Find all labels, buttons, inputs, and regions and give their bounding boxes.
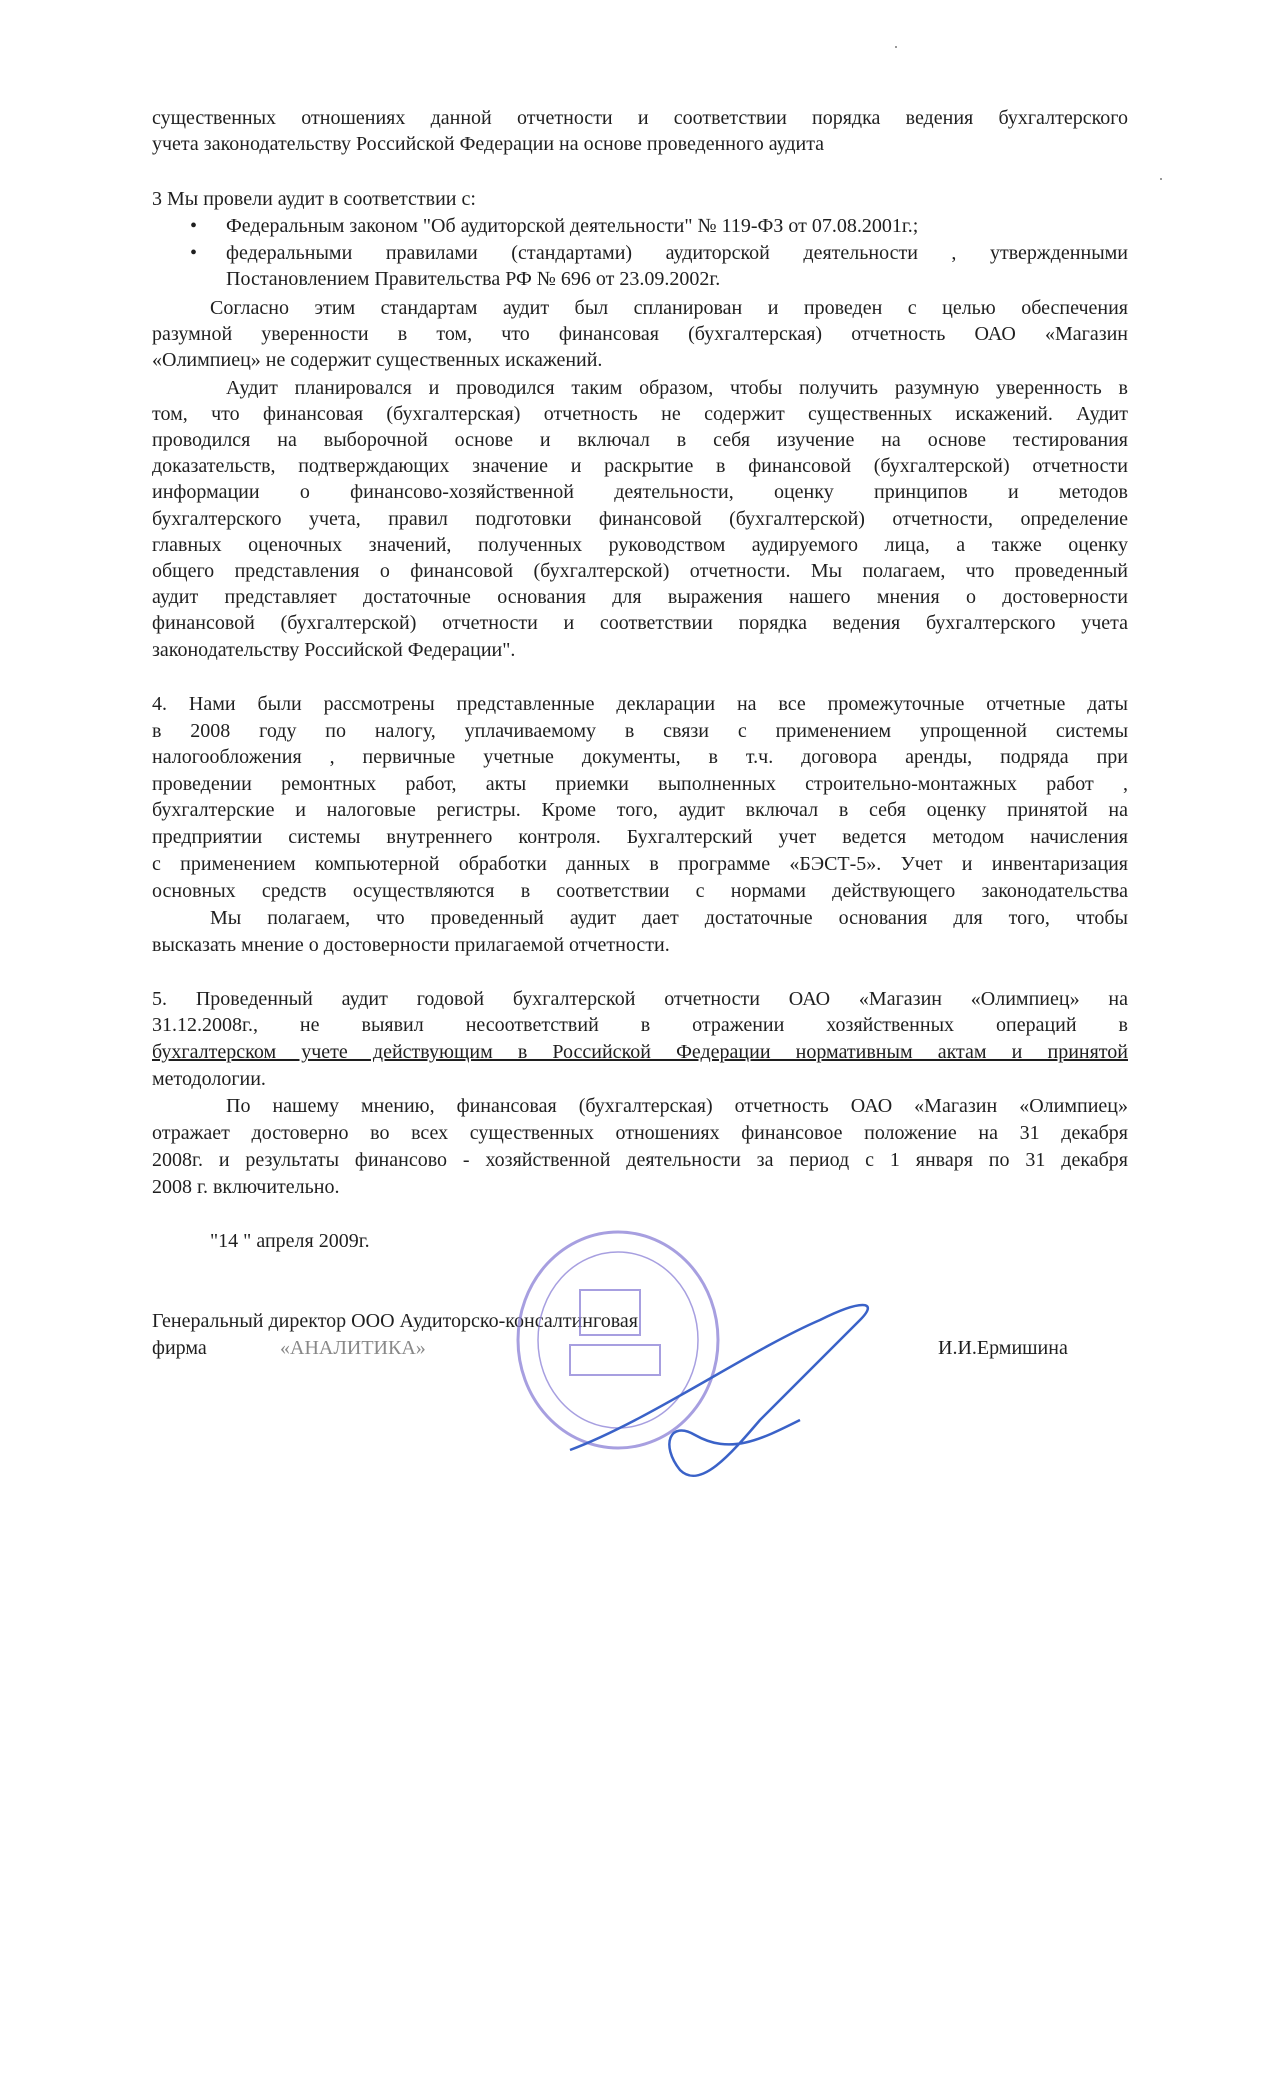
bullet-icon: • <box>190 242 198 264</box>
text-line: доказательств, подтверждающих значение и раскрытие в финансовой (бухгалтерской) отчетности <box>152 455 1128 477</box>
firm-name: «АНАЛИТИКА» <box>280 1337 426 1359</box>
section-3-heading: 3 Мы провели аудит в соответствии с: <box>152 188 476 210</box>
signatory-title-firm: фирма <box>152 1337 207 1359</box>
bullet-item: федеральными правилами (стандартами) аудиторской деятельности , утвержденными <box>226 242 1128 264</box>
bullet-icon: • <box>190 215 198 237</box>
text-line: 4. Нами были рассмотрены представленные декларации на все промежуточные отчетные даты <box>152 693 1128 715</box>
signatory-title: Генеральный директор ООО Аудиторско-консалтинговая <box>152 1310 638 1332</box>
scan-speck <box>895 46 897 48</box>
text-line: информации о финансово-хозяйственной деятельности, оценку принципов и методов <box>152 481 1128 503</box>
scan-speck <box>1160 178 1162 180</box>
text-line: 2008г. и результаты финансово - хозяйственной деятельности за период с 1 января по 31 декабря <box>152 1149 1128 1171</box>
document-date: "14 " апреля 2009г. <box>210 1230 370 1252</box>
text-line: методологии. <box>152 1068 266 1090</box>
text-line: с применением компьютерной обработки данных в программе «БЭСТ-5». Учет и инвентаризация <box>152 853 1128 875</box>
text-line: законодательству Российской Федерации". <box>152 639 516 661</box>
text-line: высказать мнение о достоверности прилагаемой отчетности. <box>152 934 670 956</box>
company-stamp <box>518 1232 718 1448</box>
text-line: Согласно этим стандартам аудит был спланирован и проведен с целью обеспечения <box>210 297 1128 319</box>
stamp-and-signature <box>500 1230 940 1490</box>
text-line: налогообложения , первичные учетные документы, в т.ч. договора аренды, подряда при <box>152 746 1128 768</box>
text-line: По нашему мнению, финансовая (бухгалтерская) отчетность ОАО «Магазин «Олимпиец» <box>226 1095 1128 1117</box>
text-line: 31.12.2008г., не выявил несоответствий в отражении хозяйственных операций в <box>152 1014 1128 1036</box>
text-line: в 2008 году по налогу, уплачиваемому в связи с применением упрощенной системы <box>152 720 1128 742</box>
text-line: учета законодательству Российской Федерации на основе проведенного аудита <box>152 133 825 155</box>
bullet-item: Федеральным законом "Об аудиторской деятельности" № 119-ФЗ от 07.08.2001г.; <box>226 215 919 237</box>
bullet-item: Постановлением Правительства РФ № 696 от 23.09.2002г. <box>226 268 721 290</box>
text-line: финансовой (бухгалтерской) отчетности и соответствии порядка ведения бухгалтерского учета <box>152 612 1128 634</box>
signatory-name: И.И.Ермишина <box>938 1337 1068 1359</box>
text-line: основных средств осуществляются в соответствии с нормами действующего законодательства <box>152 880 1128 902</box>
text-line: бухгалтерские и налоговые регистры. Кроме того, аудит включал в себя оценку принятой на <box>152 799 1128 821</box>
text-line: существенных отношениях данной отчетности и соответствии порядка ведения бухгалтерского <box>152 107 1128 129</box>
text-line: разумной уверенности в том, что финансовая (бухгалтерская) отчетность ОАО «Магазин <box>152 323 1128 345</box>
text-line: предприятии системы внутреннего контроля. Бухгалтерский учет ведется методом начисления <box>152 826 1128 848</box>
text-line: Мы полагаем, что проведенный аудит дает достаточные основания для того, чтобы <box>210 907 1128 929</box>
text-line: бухгалтерского учета, правил подготовки финансовой (бухгалтерской) отчетности, определение <box>152 508 1128 530</box>
text-line: 5. Проведенный аудит годовой бухгалтерской отчетности ОАО «Магазин «Олимпиец» на <box>152 988 1128 1010</box>
text-line: главных оценочных значений, полученных руководством аудируемого лица, а также оценку <box>152 534 1128 556</box>
text-line: проведении ремонтных работ, акты приемки выполненных строительно-монтажных работ , <box>152 773 1128 795</box>
text-line: Аудит планировался и проводился таким образом, чтобы получить разумную уверенность в <box>226 377 1128 399</box>
text-line: том, что финансовая (бухгалтерская) отчетность не содержит существенных искажений. Аудит <box>152 403 1128 425</box>
text-line: «Олимпиец» не содержит существенных искажений. <box>152 349 603 371</box>
text-line: отражает достоверно во всех существенных отношениях финансовое положение на 31 декабря <box>152 1122 1128 1144</box>
text-line: аудит представляет достаточные основания для выражения нашего мнения о достоверности <box>152 586 1128 608</box>
text-line: 2008 г. включительно. <box>152 1176 340 1198</box>
text-line: общего представления о финансовой (бухгалтерской) отчетности. Мы полагаем, что проведенный <box>152 560 1128 582</box>
text-line: бухгалтерском учете действующим в Российской Федерации нормативным актам и принятой <box>152 1041 1128 1063</box>
text-line: проводился на выборочной основе и включал в себя изучение на основе тестирования <box>152 429 1128 451</box>
